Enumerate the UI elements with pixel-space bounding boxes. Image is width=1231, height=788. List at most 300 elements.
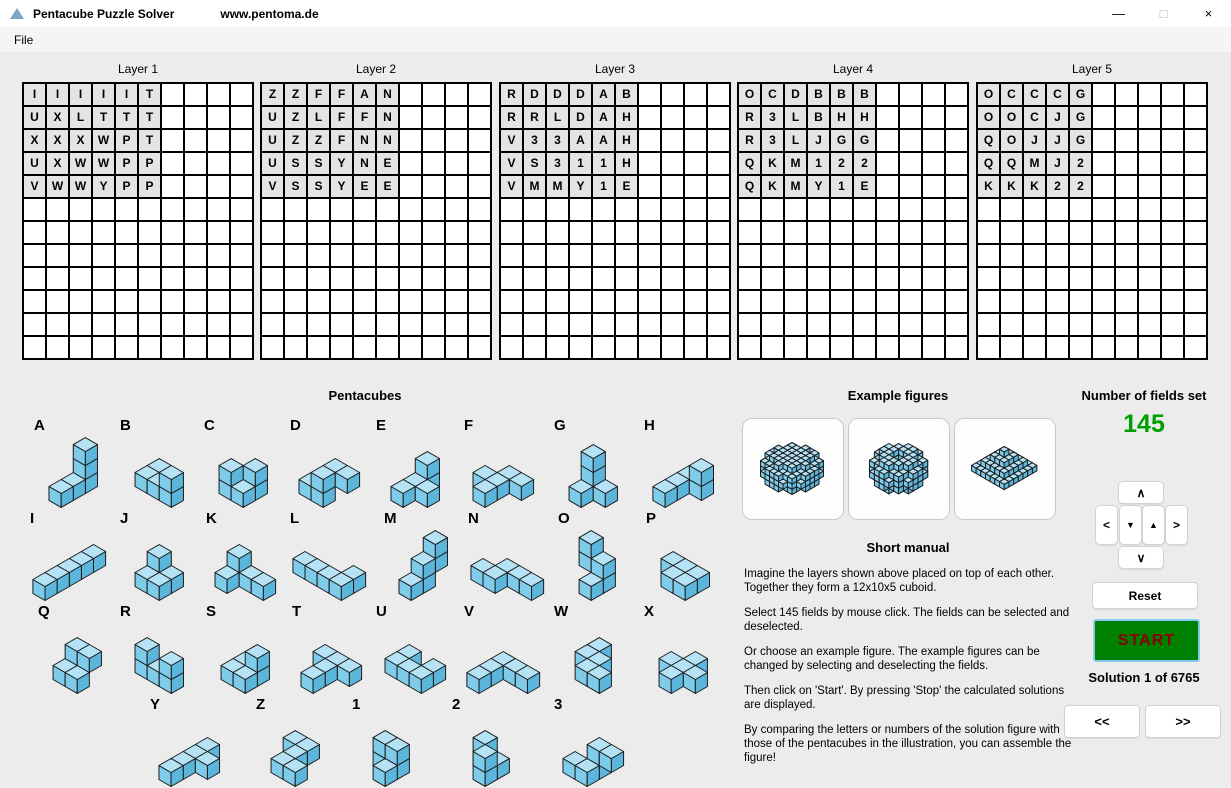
grid-cell[interactable] [684, 290, 707, 313]
grid-cell[interactable] [684, 336, 707, 359]
grid-cell[interactable] [638, 83, 661, 106]
grid-cell[interactable] [853, 313, 876, 336]
grid-cell[interactable]: D [546, 83, 569, 106]
grid-cell[interactable] [500, 290, 523, 313]
grid-cell[interactable] [1161, 290, 1184, 313]
grid-cell[interactable] [46, 221, 69, 244]
grid-cell[interactable] [376, 313, 399, 336]
grid-cell[interactable] [876, 336, 899, 359]
grid-cell[interactable] [1092, 267, 1115, 290]
grid-cell[interactable] [184, 221, 207, 244]
grid-cell[interactable] [23, 267, 46, 290]
grid-cell[interactable] [399, 221, 422, 244]
grid-cell[interactable] [1092, 313, 1115, 336]
grid-cell[interactable] [307, 221, 330, 244]
grid-cell[interactable] [161, 267, 184, 290]
grid-cell[interactable] [853, 336, 876, 359]
grid-cell[interactable] [284, 198, 307, 221]
grid-cell[interactable] [661, 267, 684, 290]
grid-cell[interactable]: U [23, 152, 46, 175]
grid-cell[interactable]: M [1023, 152, 1046, 175]
grid-cell[interactable] [422, 244, 445, 267]
close-icon[interactable]: × [1204, 6, 1213, 21]
grid-cell[interactable] [684, 198, 707, 221]
grid-cell[interactable] [330, 290, 353, 313]
grid-cell[interactable]: W [69, 152, 92, 175]
grid-cell[interactable] [707, 221, 730, 244]
grid-cell[interactable] [284, 313, 307, 336]
grid-cell[interactable] [853, 290, 876, 313]
grid-cell[interactable] [830, 336, 853, 359]
grid-cell[interactable] [1138, 267, 1161, 290]
grid-cell[interactable]: B [615, 83, 638, 106]
grid-cell[interactable] [684, 267, 707, 290]
grid-cell[interactable] [523, 336, 546, 359]
pad-layer-down-button[interactable]: ▼ [1119, 505, 1142, 545]
grid-cell[interactable]: T [138, 83, 161, 106]
pad-down-button[interactable]: ∨ [1118, 546, 1164, 569]
grid-cell[interactable] [876, 313, 899, 336]
start-button[interactable]: START [1093, 619, 1200, 662]
grid-cell[interactable] [569, 244, 592, 267]
grid-cell[interactable] [638, 129, 661, 152]
grid-cell[interactable]: U [261, 106, 284, 129]
grid-cell[interactable]: F [330, 106, 353, 129]
grid-cell[interactable]: F [307, 83, 330, 106]
grid-cell[interactable] [876, 129, 899, 152]
grid-cell[interactable] [523, 313, 546, 336]
grid-cell[interactable] [69, 244, 92, 267]
grid-cell[interactable] [1023, 313, 1046, 336]
grid-cell[interactable]: L [69, 106, 92, 129]
grid-cell[interactable] [1115, 198, 1138, 221]
grid-cell[interactable]: S [284, 152, 307, 175]
grid-cell[interactable] [330, 198, 353, 221]
grid-cell[interactable] [569, 313, 592, 336]
grid-cell[interactable] [1046, 336, 1069, 359]
grid-cell[interactable]: A [592, 106, 615, 129]
grid-cell[interactable] [1092, 129, 1115, 152]
grid-cell[interactable] [784, 313, 807, 336]
grid-cell[interactable] [569, 290, 592, 313]
grid-cell[interactable] [853, 198, 876, 221]
grid-cell[interactable] [761, 313, 784, 336]
grid-cell[interactable] [707, 244, 730, 267]
grid-cell[interactable] [1115, 267, 1138, 290]
grid-cell[interactable] [569, 221, 592, 244]
grid-cell[interactable]: E [353, 175, 376, 198]
grid-cell[interactable] [284, 221, 307, 244]
grid-cell[interactable] [977, 290, 1000, 313]
grid-cell[interactable] [207, 290, 230, 313]
grid-cell[interactable] [353, 198, 376, 221]
grid-cell[interactable]: H [853, 106, 876, 129]
grid-cell[interactable]: 3 [546, 129, 569, 152]
grid-cell[interactable] [468, 290, 491, 313]
grid-cell[interactable] [638, 198, 661, 221]
grid-cell[interactable] [546, 267, 569, 290]
grid-cell[interactable]: I [23, 83, 46, 106]
grid-cell[interactable] [638, 221, 661, 244]
grid-cell[interactable] [161, 152, 184, 175]
grid-cell[interactable] [807, 267, 830, 290]
grid-cell[interactable] [468, 152, 491, 175]
grid-cell[interactable] [876, 106, 899, 129]
grid-cell[interactable] [876, 267, 899, 290]
grid-cell[interactable] [261, 244, 284, 267]
grid-cell[interactable] [1161, 175, 1184, 198]
grid-cell[interactable]: H [615, 129, 638, 152]
grid-cell[interactable]: S [307, 175, 330, 198]
grid-cell[interactable] [922, 198, 945, 221]
grid-cell[interactable] [738, 290, 761, 313]
grid-cell[interactable] [1023, 267, 1046, 290]
grid-cell[interactable]: D [784, 83, 807, 106]
grid-cell[interactable] [899, 129, 922, 152]
grid-cell[interactable] [445, 152, 468, 175]
grid-cell[interactable] [261, 313, 284, 336]
grid-cell[interactable] [761, 336, 784, 359]
grid-cell[interactable] [261, 221, 284, 244]
grid-cell[interactable]: I [69, 83, 92, 106]
grid-cell[interactable] [830, 267, 853, 290]
grid-cell[interactable] [445, 129, 468, 152]
grid-cell[interactable] [1115, 290, 1138, 313]
grid-cell[interactable] [615, 244, 638, 267]
grid-cell[interactable] [922, 290, 945, 313]
grid-cell[interactable] [207, 152, 230, 175]
grid-cell[interactable] [523, 267, 546, 290]
grid-cell[interactable] [853, 221, 876, 244]
grid-cell[interactable] [661, 336, 684, 359]
grid-cell[interactable]: 1 [592, 152, 615, 175]
grid-cell[interactable] [1069, 313, 1092, 336]
grid-cell[interactable]: Z [284, 106, 307, 129]
grid-cell[interactable] [161, 244, 184, 267]
grid-cell[interactable] [615, 221, 638, 244]
grid-cell[interactable] [569, 198, 592, 221]
grid-cell[interactable] [684, 244, 707, 267]
grid-cell[interactable] [261, 290, 284, 313]
grid-cell[interactable] [707, 83, 730, 106]
grid-cell[interactable]: G [853, 129, 876, 152]
grid-cell[interactable] [330, 221, 353, 244]
grid-cell[interactable]: L [784, 106, 807, 129]
grid-cell[interactable] [261, 267, 284, 290]
grid-cell[interactable] [330, 267, 353, 290]
grid-cell[interactable]: A [569, 129, 592, 152]
reset-button[interactable]: Reset [1092, 582, 1198, 609]
grid-cell[interactable] [922, 244, 945, 267]
grid-cell[interactable]: H [615, 152, 638, 175]
grid-cell[interactable] [1000, 221, 1023, 244]
grid-cell[interactable] [1069, 336, 1092, 359]
grid-cell[interactable]: K [1000, 175, 1023, 198]
grid-cell[interactable]: R [738, 129, 761, 152]
grid-cell[interactable]: O [1000, 106, 1023, 129]
grid-cell[interactable] [1115, 221, 1138, 244]
grid-cell[interactable] [161, 313, 184, 336]
grid-cell[interactable] [23, 244, 46, 267]
grid-cell[interactable] [830, 244, 853, 267]
grid-cell[interactable] [1046, 267, 1069, 290]
grid-cell[interactable] [1092, 106, 1115, 129]
grid-cell[interactable] [92, 244, 115, 267]
grid-cell[interactable]: V [500, 152, 523, 175]
grid-cell[interactable]: M [784, 175, 807, 198]
grid-cell[interactable] [1023, 198, 1046, 221]
grid-cell[interactable]: 1 [569, 152, 592, 175]
grid-cell[interactable] [761, 221, 784, 244]
grid-cell[interactable] [230, 129, 253, 152]
grid-cell[interactable] [46, 267, 69, 290]
grid-cell[interactable] [500, 313, 523, 336]
grid-cell[interactable] [899, 336, 922, 359]
grid-cell[interactable] [46, 290, 69, 313]
grid-cell[interactable] [115, 290, 138, 313]
grid-cell[interactable] [161, 290, 184, 313]
grid-cell[interactable] [977, 313, 1000, 336]
grid-cell[interactable] [1046, 221, 1069, 244]
grid-cell[interactable]: Y [330, 175, 353, 198]
grid-cell[interactable] [230, 83, 253, 106]
grid-cell[interactable] [945, 198, 968, 221]
grid-cell[interactable] [738, 198, 761, 221]
grid-cell[interactable] [784, 267, 807, 290]
grid-cell[interactable] [1184, 290, 1207, 313]
grid-cell[interactable] [1138, 336, 1161, 359]
grid-cell[interactable] [546, 198, 569, 221]
grid-cell[interactable] [899, 244, 922, 267]
grid-cell[interactable] [1161, 83, 1184, 106]
grid-cell[interactable] [138, 198, 161, 221]
grid-cell[interactable] [784, 198, 807, 221]
grid-cell[interactable] [184, 267, 207, 290]
grid-cell[interactable] [1023, 290, 1046, 313]
grid-cell[interactable] [1184, 221, 1207, 244]
grid-cell[interactable] [807, 313, 830, 336]
grid-cell[interactable] [399, 336, 422, 359]
grid-cell[interactable] [115, 221, 138, 244]
grid-cell[interactable]: J [1046, 106, 1069, 129]
grid-cell[interactable] [284, 290, 307, 313]
grid-cell[interactable] [184, 106, 207, 129]
grid-cell[interactable] [184, 83, 207, 106]
grid-cell[interactable] [1115, 313, 1138, 336]
grid-cell[interactable] [1069, 267, 1092, 290]
grid-cell[interactable] [638, 267, 661, 290]
grid-cell[interactable] [922, 152, 945, 175]
grid-cell[interactable] [468, 313, 491, 336]
grid-cell[interactable]: T [138, 129, 161, 152]
grid-cell[interactable] [399, 313, 422, 336]
grid-cell[interactable]: Z [261, 83, 284, 106]
grid-cell[interactable] [161, 336, 184, 359]
grid-cell[interactable] [468, 336, 491, 359]
grid-cell[interactable] [184, 152, 207, 175]
grid-cell[interactable]: M [523, 175, 546, 198]
grid-cell[interactable] [569, 267, 592, 290]
grid-cell[interactable] [1115, 336, 1138, 359]
grid-cell[interactable] [207, 313, 230, 336]
example-figure-3[interactable] [954, 418, 1056, 520]
grid-cell[interactable] [784, 290, 807, 313]
grid-cell[interactable]: T [92, 106, 115, 129]
grid-cell[interactable] [422, 152, 445, 175]
grid-cell[interactable] [899, 267, 922, 290]
grid-cell[interactable] [922, 106, 945, 129]
grid-cell[interactable] [684, 83, 707, 106]
grid-cell[interactable] [1161, 106, 1184, 129]
grid-cell[interactable]: O [738, 83, 761, 106]
grid-cell[interactable] [1161, 129, 1184, 152]
grid-cell[interactable]: C [1000, 83, 1023, 106]
grid-cell[interactable] [207, 244, 230, 267]
grid-cell[interactable]: E [615, 175, 638, 198]
grid-cell[interactable] [184, 336, 207, 359]
grid-cell[interactable] [807, 221, 830, 244]
grid-cell[interactable] [445, 198, 468, 221]
grid-cell[interactable] [1092, 221, 1115, 244]
grid-cell[interactable] [376, 221, 399, 244]
grid-cell[interactable] [422, 221, 445, 244]
grid-cell[interactable]: K [761, 152, 784, 175]
grid-cell[interactable] [761, 267, 784, 290]
grid-cell[interactable]: S [523, 152, 546, 175]
grid-cell[interactable] [661, 198, 684, 221]
grid-cell[interactable] [922, 129, 945, 152]
grid-cell[interactable] [1138, 152, 1161, 175]
grid-cell[interactable] [1000, 313, 1023, 336]
grid-cell[interactable]: P [115, 175, 138, 198]
grid-cell[interactable] [853, 267, 876, 290]
grid-cell[interactable] [638, 244, 661, 267]
grid-cell[interactable] [876, 198, 899, 221]
grid-cell[interactable] [376, 290, 399, 313]
grid-cell[interactable]: Y [330, 152, 353, 175]
grid-cell[interactable] [977, 336, 1000, 359]
grid-cell[interactable] [376, 198, 399, 221]
grid-cell[interactable]: B [807, 106, 830, 129]
grid-cell[interactable] [207, 175, 230, 198]
grid-cell[interactable] [592, 244, 615, 267]
grid-cell[interactable] [1184, 267, 1207, 290]
grid-cell[interactable] [661, 244, 684, 267]
minimize-icon[interactable]: — [1112, 6, 1125, 21]
grid-cell[interactable] [161, 106, 184, 129]
grid-cell[interactable] [615, 313, 638, 336]
grid-cell[interactable]: R [500, 83, 523, 106]
grid-cell[interactable] [422, 313, 445, 336]
grid-cell[interactable] [1184, 106, 1207, 129]
grid-cell[interactable] [707, 175, 730, 198]
grid-cell[interactable] [977, 221, 1000, 244]
grid-cell[interactable] [661, 313, 684, 336]
grid-cell[interactable] [1092, 83, 1115, 106]
grid-cell[interactable] [184, 290, 207, 313]
grid-cell[interactable] [638, 152, 661, 175]
grid-cell[interactable] [1161, 152, 1184, 175]
grid-cell[interactable]: 1 [830, 175, 853, 198]
grid-cell[interactable] [207, 129, 230, 152]
grid-cell[interactable]: I [92, 83, 115, 106]
grid-cell[interactable]: T [138, 106, 161, 129]
grid-cell[interactable] [784, 221, 807, 244]
grid-cell[interactable] [684, 106, 707, 129]
grid-cell[interactable] [738, 267, 761, 290]
grid-cell[interactable] [468, 129, 491, 152]
grid-cell[interactable] [945, 290, 968, 313]
grid-cell[interactable] [1184, 83, 1207, 106]
grid-cell[interactable] [468, 106, 491, 129]
grid-cell[interactable] [399, 198, 422, 221]
grid-cell[interactable]: Z [284, 83, 307, 106]
grid-cell[interactable] [23, 290, 46, 313]
grid-cell[interactable] [592, 336, 615, 359]
grid-cell[interactable] [707, 336, 730, 359]
grid-cell[interactable] [977, 244, 1000, 267]
grid-cell[interactable] [592, 267, 615, 290]
grid-cell[interactable] [500, 336, 523, 359]
grid-cell[interactable] [399, 83, 422, 106]
grid-cell[interactable] [945, 106, 968, 129]
grid-cell[interactable] [1000, 267, 1023, 290]
grid-cell[interactable]: Y [807, 175, 830, 198]
grid-cell[interactable] [207, 106, 230, 129]
grid-cell[interactable] [707, 106, 730, 129]
pad-left-button[interactable]: < [1095, 505, 1118, 545]
grid-cell[interactable] [92, 336, 115, 359]
grid-cell[interactable] [46, 244, 69, 267]
grid-cell[interactable] [284, 336, 307, 359]
grid-cell[interactable] [615, 198, 638, 221]
grid-cell[interactable] [1069, 290, 1092, 313]
grid-cell[interactable] [92, 221, 115, 244]
grid-cell[interactable] [261, 198, 284, 221]
grid-cell[interactable] [207, 267, 230, 290]
grid-cell[interactable] [207, 198, 230, 221]
grid-cell[interactable] [684, 129, 707, 152]
grid-cell[interactable]: M [546, 175, 569, 198]
grid-cell[interactable] [707, 129, 730, 152]
grid-cell[interactable] [92, 267, 115, 290]
grid-cell[interactable] [138, 221, 161, 244]
grid-cell[interactable] [468, 83, 491, 106]
grid-cell[interactable] [1069, 244, 1092, 267]
grid-cell[interactable] [638, 290, 661, 313]
grid-cell[interactable] [230, 198, 253, 221]
grid-cell[interactable] [546, 290, 569, 313]
grid-cell[interactable] [707, 152, 730, 175]
grid-cell[interactable]: N [353, 129, 376, 152]
grid-cell[interactable] [468, 267, 491, 290]
grid-cell[interactable]: P [115, 129, 138, 152]
grid-cell[interactable] [46, 336, 69, 359]
grid-cell[interactable]: P [138, 175, 161, 198]
grid-cell[interactable] [1092, 336, 1115, 359]
grid-cell[interactable] [661, 106, 684, 129]
grid-cell[interactable] [23, 221, 46, 244]
grid-cell[interactable] [353, 336, 376, 359]
grid-cell[interactable] [738, 313, 761, 336]
grid-cell[interactable]: L [307, 106, 330, 129]
grid-cell[interactable] [922, 221, 945, 244]
grid-cell[interactable] [738, 244, 761, 267]
grid-cell[interactable] [523, 290, 546, 313]
grid-cell[interactable]: K [977, 175, 1000, 198]
grid-cell[interactable]: B [830, 83, 853, 106]
grid-cell[interactable] [399, 106, 422, 129]
